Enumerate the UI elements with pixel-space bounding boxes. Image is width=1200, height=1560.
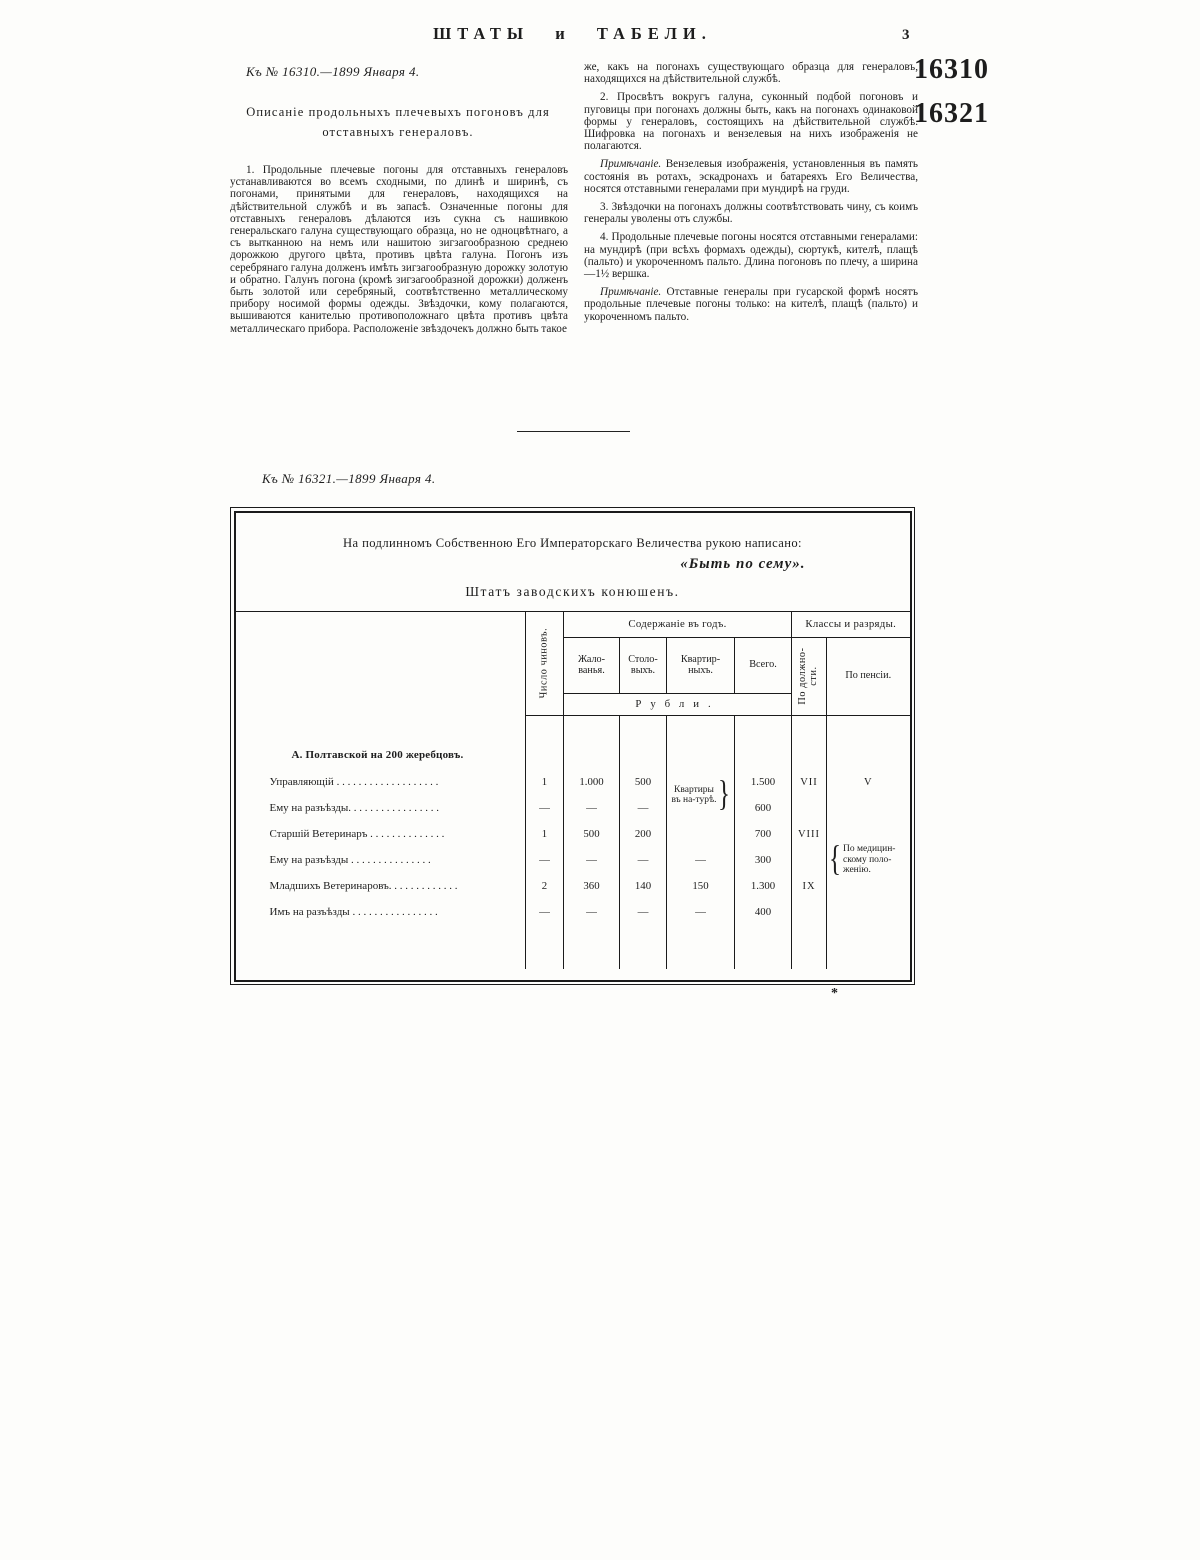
empty-cell bbox=[792, 925, 827, 969]
approval-line: На подлинномъ Собственною Его Императорскаго Величества рукою написано: bbox=[343, 535, 802, 550]
empty-cell bbox=[564, 715, 620, 769]
staff-table bbox=[236, 611, 910, 970]
cell-quarters bbox=[667, 821, 735, 847]
page-header: ШТАТЫ и ТАБЕЛИ. bbox=[433, 24, 712, 43]
cell-salary: 500 bbox=[564, 821, 620, 847]
cell-class bbox=[792, 847, 827, 873]
empty-cell bbox=[735, 925, 792, 969]
cell-number: — bbox=[526, 899, 564, 925]
empty-cell bbox=[620, 715, 667, 769]
cell-salary: — bbox=[564, 847, 620, 873]
paragraph-2: 2. Просвѣтъ вокругъ галуна, суконный подбой погоновъ и пуговицы при погонахъ должны быть, какъ на погонахъ одинаковой формы у генераловъ, состоящихъ на дѣйствительной службѣ. Шифровка на погонахъ и вензелевыя на нихъ изображенія не полагаются. bbox=[584, 91, 918, 153]
col-header-number-of-ranks bbox=[526, 611, 564, 715]
row-label: Ему на разъѣзды . . . . . . . . . . . . . . . bbox=[269, 854, 431, 866]
table-row bbox=[236, 847, 910, 873]
col-header-by-pension: По пенсіи. bbox=[827, 637, 910, 715]
margin-number-16310: 16310 bbox=[914, 54, 989, 85]
cell-salary: — bbox=[564, 795, 620, 821]
section1-reference: Къ № 16310.—1899 Января 4. bbox=[246, 64, 420, 79]
col-header-quarters: Квартир-ныхъ. bbox=[667, 637, 735, 693]
col-header-salary: Жало-ванья. bbox=[564, 637, 620, 693]
col-header-rubles: Рубли. bbox=[564, 693, 792, 715]
section1-title-line1: Описаніе продольныхъ плечевыхъ погоновъ для bbox=[246, 105, 550, 119]
note-1-body: Вензелевыя изображенія, установленныя въ память состоянія въ ротахъ, эскадронахъ и батареяхъ Его Величества, носятся отставными генералами при мундирѣ на груди. bbox=[584, 158, 918, 195]
section2-reference: Къ № 16321.—1899 Января 4. bbox=[262, 471, 436, 486]
col-header-by-position bbox=[792, 637, 827, 715]
cell-salary: 360 bbox=[564, 873, 620, 899]
cell-total: 600 bbox=[735, 795, 792, 821]
note-2 bbox=[584, 286, 918, 323]
section-divider-rule bbox=[517, 431, 630, 432]
decree-box-inner bbox=[234, 511, 912, 982]
table-row bbox=[236, 899, 910, 925]
left-text-column bbox=[230, 164, 568, 341]
paragraph-1: 1. Продольные плечевые погоны для отставныхъ генераловъ устанавливаются во всемъ сходными, по длинѣ и ширинѣ, съ погонами, принятыми для генераловъ, находящихся на дѣйствительной службѣ и въ запасѣ. Означенные погоны для отставныхъ генераловъ дѣлаются изъ сукна съ нашивкою генеральскаго галуна существующаго образца, но не одноцвѣтнаго, а съ вытканною на немъ или нашитою зигзагообразною среднею дорожкою другого цвѣта, противъ цвѣта галуна. Погонъ изъ серебрянаго галуна долженъ имѣть зигзагообразную дорожку золотую и обратно. Галунъ погона (кромѣ зигзагообразной дорожки) долженъ быть золотой или серебряный, соотвѣтственно металлическому прибору носимой формы одежды. Звѣздочки, кому полагаются, вышиваются канителью противоположнаго цвѣта противъ цвѣта металлическаго прибора. Расположеніе звѣздочекъ должно быть такое bbox=[230, 164, 568, 335]
cell-number: — bbox=[526, 847, 564, 873]
cell-total: 700 bbox=[735, 821, 792, 847]
cell-salary: 1.000 bbox=[564, 769, 620, 795]
empty-cell bbox=[827, 925, 910, 969]
cell-class: VIII bbox=[792, 821, 827, 847]
table-group-header: А. Полтавской на 200 жеребцовъ. bbox=[291, 749, 464, 761]
pension-note-text: По медицин-скому поло-женію. bbox=[843, 844, 896, 876]
cell-class bbox=[792, 899, 827, 925]
cell-pension: V bbox=[827, 769, 910, 795]
col-header-by-position-label: По должно-сти. bbox=[797, 647, 820, 705]
row-label: Ему на разъѣзды. . . . . . . . . . . . . . . . . bbox=[269, 802, 440, 814]
cell-class bbox=[792, 795, 827, 821]
empty-cell bbox=[564, 925, 620, 969]
cell-class: IX bbox=[792, 873, 827, 899]
row-label: Старшій Ветеринаръ . . . . . . . . . . . . . . bbox=[269, 828, 445, 840]
cell-quarters: 150 bbox=[667, 873, 735, 899]
right-text-column bbox=[584, 61, 918, 329]
quarters-note-text: Квартиры въ на-турѣ. bbox=[671, 784, 717, 805]
footnote-asterisk: * bbox=[831, 986, 838, 1001]
page-number: 3 bbox=[902, 27, 910, 43]
col-header-total: Всего. bbox=[735, 637, 792, 693]
imperial-approval-quote: «Быть по сему». bbox=[680, 555, 806, 572]
margin-number-16321: 16321 bbox=[914, 98, 989, 129]
col-header-content-per-year: Содержаніе въ годъ. bbox=[564, 611, 792, 637]
right-brace: } bbox=[718, 774, 730, 814]
empty-cell bbox=[667, 715, 735, 769]
cell-total: 400 bbox=[735, 899, 792, 925]
pension-medical-note bbox=[827, 821, 910, 899]
cell-mess: 200 bbox=[620, 821, 667, 847]
cell-total: 1.300 bbox=[735, 873, 792, 899]
col-header-number-of-ranks-label: Число чиновъ. bbox=[538, 627, 550, 699]
table-row bbox=[236, 769, 910, 795]
cell-number: — bbox=[526, 795, 564, 821]
cell-pension bbox=[827, 899, 910, 925]
paragraph-4: 4. Продольные плечевые погоны носятся отставными генералами: на мундирѣ (при всѣхъ формахъ одежды), сюртукѣ, кителѣ, плащѣ (пальто) и укороченномъ пальто. Длина погоновъ по плечу, а ширина—1½ вершка. bbox=[584, 231, 918, 281]
note-1-lead: Примѣчаніе. bbox=[600, 158, 662, 171]
empty-cell bbox=[236, 925, 526, 969]
empty-cell bbox=[792, 715, 827, 769]
section1-title bbox=[228, 102, 568, 142]
left-brace: { bbox=[829, 839, 842, 879]
empty-cell bbox=[735, 715, 792, 769]
table-row bbox=[236, 821, 910, 847]
cell-number: 2 bbox=[526, 873, 564, 899]
cell-mess: — bbox=[620, 795, 667, 821]
empty-cell bbox=[667, 925, 735, 969]
decree-box bbox=[230, 507, 915, 985]
cell-number: 1 bbox=[526, 821, 564, 847]
cell-pension bbox=[827, 795, 910, 821]
row-label: Имъ на разъѣзды . . . . . . . . . . . . . . . . bbox=[269, 906, 438, 918]
cell-total: 1.500 bbox=[735, 769, 792, 795]
quarters-in-kind-note bbox=[667, 769, 735, 821]
staff-table-title: Штатъ заводскихъ конюшенъ. bbox=[465, 583, 680, 599]
cell-quarters: — bbox=[667, 847, 735, 873]
empty-cell bbox=[827, 715, 910, 769]
note-1 bbox=[584, 158, 918, 195]
cell-mess: — bbox=[620, 899, 667, 925]
empty-cell bbox=[526, 925, 564, 969]
empty-cell bbox=[526, 715, 564, 769]
cell-mess: 500 bbox=[620, 769, 667, 795]
cell-mess: — bbox=[620, 847, 667, 873]
col-header-mess: Столо-выхъ. bbox=[620, 637, 667, 693]
empty-cell bbox=[620, 925, 667, 969]
cell-quarters: — bbox=[667, 899, 735, 925]
paragraph-3: 3. Звѣздочки на погонахъ должны соотвѣтствовать чину, съ коимъ генералы уволены отъ службы. bbox=[584, 201, 918, 226]
cell-total: 300 bbox=[735, 847, 792, 873]
note-2-body: Отставные генералы при гусарской формѣ носятъ продольные плечевые погоны только: на кителѣ, плащѣ (пальто) и укороченномъ пальто. bbox=[584, 286, 918, 323]
cell-mess: 140 bbox=[620, 873, 667, 899]
paragraph-continuation: же, какъ на погонахъ существующаго образца для генераловъ, находящихся на дѣйствительной службѣ. bbox=[584, 61, 918, 86]
note-2-lead: Примѣчаніе. bbox=[600, 286, 662, 299]
table-row bbox=[236, 873, 910, 899]
header-label-spacer bbox=[236, 611, 526, 715]
cell-number: 1 bbox=[526, 769, 564, 795]
cell-salary: — bbox=[564, 899, 620, 925]
row-label: Младшихъ Ветеринаровъ. . . . . . . . . . . . . bbox=[269, 880, 458, 892]
section1-title-line2: отставныхъ генераловъ. bbox=[322, 125, 474, 139]
table-row bbox=[236, 795, 910, 821]
cell-class: VII bbox=[792, 769, 827, 795]
row-label: Управляющій . . . . . . . . . . . . . . . . . . . bbox=[269, 776, 439, 788]
col-header-classes: Классы и разряды. bbox=[792, 611, 910, 637]
